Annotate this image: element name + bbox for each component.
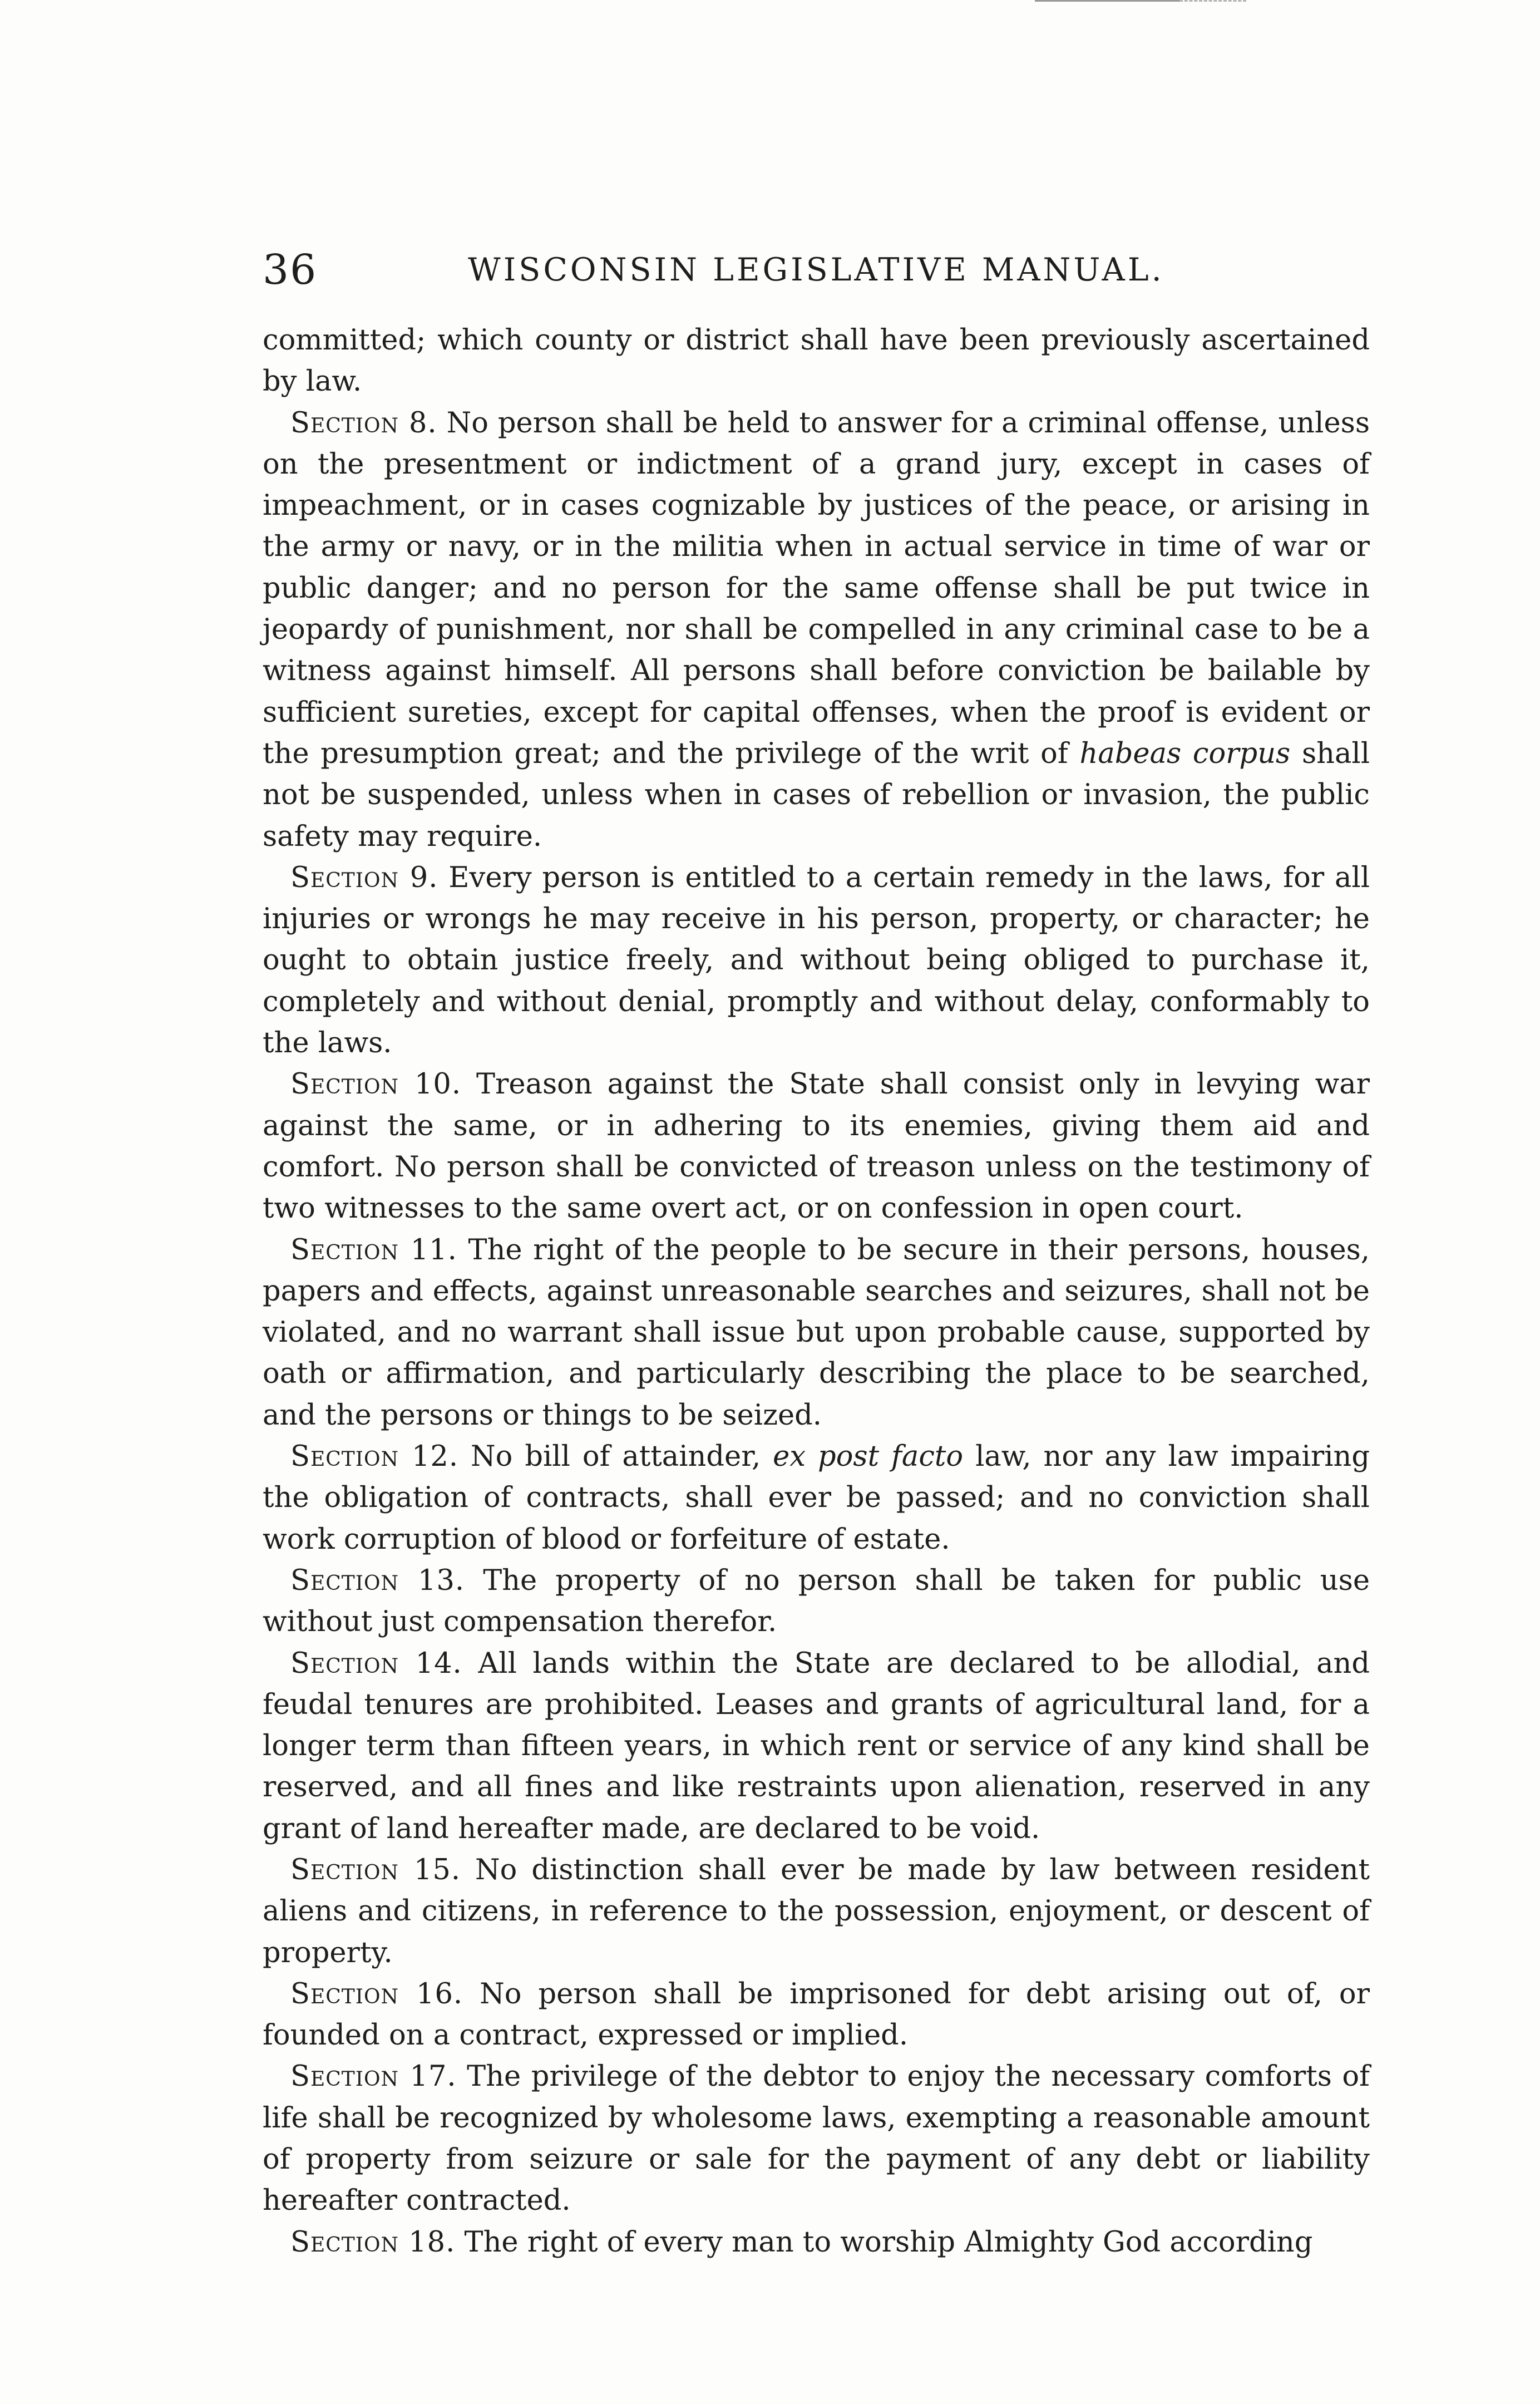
section-label: Section 15.	[290, 1853, 461, 1886]
section-text: No bill of attainder,	[471, 1440, 761, 1474]
section-text: law, nor any law impairing the obligation of contracts, shall ever be passed; and no conviction shall work corruption of blood or forfeiture of estate.	[263, 1440, 1370, 1556]
section-12	[263, 1436, 1370, 1560]
section-text: shall not be suspended, unless when in cases of rebellion or invasion, the public safety may require.	[263, 737, 1370, 853]
page-number: 36	[263, 246, 318, 294]
section-label: Section 12.	[290, 1440, 459, 1474]
section-text: The right of the people to be secure in their persons, houses, papers and effects, against unreasonable searches and seizures, shall not be violated, and no warrant shall issue but upon probable cause, supported by oath or affirmation, and particularly describing the place to be searched, and the persons or things to be seized.	[263, 1233, 1370, 1432]
continued-paragraph: committed; which county or district shall have been previously ascertained by law.	[263, 324, 1370, 398]
top-edge-rule	[1035, 0, 1179, 2]
page-header	[263, 245, 1370, 295]
section-label: Section 17.	[290, 2060, 457, 2093]
section-text: No distinction shall ever be made by law between resident aliens and citizens, in reference to the possession, enjoyment, or descent of property.	[263, 1853, 1370, 1969]
section-text: No person shall be imprisoned for debt arising out of, or founded on a contract, expressed or implied.	[263, 1977, 1370, 2052]
section-17	[263, 2056, 1370, 2221]
section-label: Section 8.	[290, 406, 437, 440]
page-body	[263, 320, 1370, 2263]
running-head: WISCONSIN LEGISLATIVE MANUAL.	[468, 252, 1164, 288]
section-label: Section 13.	[290, 1564, 465, 1597]
latin-term: ex post facto	[773, 1440, 964, 1474]
section-text: Treason against the State shall consist only in levying war against the same, or in adhering to its enemies, giving them aid and comfort. No person shall be convicted of treason unless on the testimony of two witnesses to the same overt act, or on confession in open court.	[263, 1068, 1370, 1225]
section-10	[263, 1064, 1370, 1229]
section-text: No person shall be held to answer for a criminal offense, unless on the presentment or indictment of a grand jury, except in cases of impeachment, or in cases cognizable by justices of the peace, or arising in the army or navy, or in the militia when in actual service in time of war or public danger; and no person for the same offense shall be put twice in jeopardy of punishment, nor shall be compelled in any criminal case to be a witness against himself. All persons shall before conviction be bailable by sufficient sureties, except for capital offenses, when the proof is evident or the presumption great; and the privilege of the writ of	[263, 406, 1370, 770]
section-label: Section 10.	[290, 1068, 462, 1101]
section-13	[263, 1560, 1370, 1643]
section-label: Section 9.	[290, 861, 438, 894]
section-16	[263, 1974, 1370, 2057]
section-8	[263, 403, 1370, 858]
section-14	[263, 1643, 1370, 1850]
top-edge-rule-dashed	[1179, 0, 1246, 2]
section-text: The right of every man to worship Almighty God according	[464, 2225, 1313, 2259]
section-18	[263, 2222, 1370, 2263]
section-11	[263, 1230, 1370, 1436]
section-label: Section 18.	[290, 2225, 456, 2259]
section-text: All lands within the State are declared to be allodial, and feudal tenures are prohibited. Leases and grants of agricultural land, for a longer term than fifteen years, in which rent or service of any kind shall be reserved, and all fines and like restraints upon alienation, reserved in any grant of land hereafter made, are declared to be void.	[263, 1647, 1370, 1845]
section-text: The privilege of the debtor to enjoy the necessary comforts of life shall be recognized by wholesome laws, exempting a reasonable amount of property from seizure or sale for the payment of any debt or liability hereafter contracted.	[263, 2060, 1370, 2218]
section-15	[263, 1850, 1370, 1974]
section-label: Section 11.	[290, 1233, 457, 1267]
section-9	[263, 858, 1370, 1064]
section-text: Every person is entitled to a certain remedy in the laws, for all injuries or wrongs he may receive in his person, property, or character; he ought to obtain justice freely, and without being obliged to purchase it, completely and without denial, promptly and without delay, conformably to the laws.	[263, 861, 1370, 1060]
section-text: The property of no person shall be taken for public use without just compensation therefor.	[263, 1564, 1370, 1639]
latin-term: habeas corpus	[1079, 737, 1291, 770]
section-label: Section 16.	[290, 1977, 463, 2011]
section-label: Section 14.	[290, 1647, 462, 1680]
